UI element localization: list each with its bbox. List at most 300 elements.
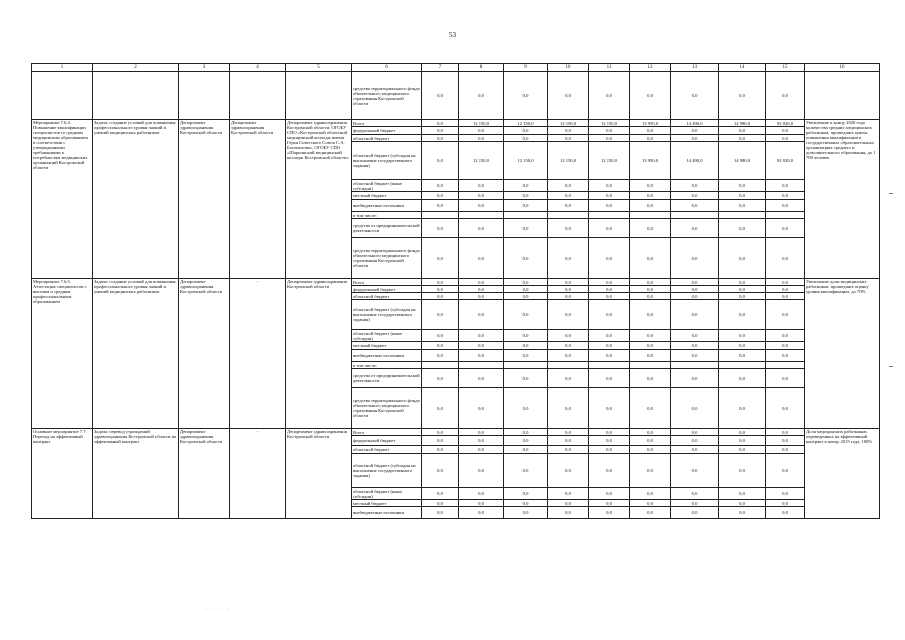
- amount-cell: 0,0: [719, 369, 766, 388]
- amount-cell: 0,0: [504, 293, 548, 300]
- measure-coexecutor: -: [230, 429, 286, 519]
- amount-cell: 0,0: [589, 507, 630, 519]
- amount-cell: 0,0: [671, 350, 719, 362]
- amount-cell: 0,0: [719, 219, 766, 238]
- amount-cell: 0,0: [504, 286, 548, 293]
- amount-cell: 0,0: [589, 436, 630, 446]
- amount-cell: 0,0: [422, 286, 459, 293]
- header-cell: 14: [719, 64, 766, 72]
- amount-cell: 0,0: [548, 200, 589, 212]
- amount-cell: 0,0: [766, 488, 805, 500]
- funding-source: федеральный бюджет: [352, 286, 422, 293]
- amount-cell: 0,0: [548, 388, 589, 429]
- amount-cell: 0,0: [719, 192, 766, 200]
- measure-participant: Департамент здравоохранения Костромской области: [286, 429, 352, 519]
- amount-cell: 0,0: [422, 388, 459, 429]
- measure-participant: Департамент здравоохранения Костромской области: [286, 279, 352, 429]
- measure-result: Увеличение доли медицинских работников, прошедших оценку уровня квалификации, до 70%: [805, 279, 880, 429]
- amount-cell: [548, 212, 589, 219]
- header-cell: 7: [422, 64, 459, 72]
- header-cell: 13: [671, 64, 719, 72]
- amount-cell: 12 150,0: [589, 120, 630, 127]
- amount-cell: [766, 362, 805, 369]
- amount-cell: 0,0: [630, 436, 671, 446]
- amount-cell: 0,0: [719, 293, 766, 300]
- amount-cell: 0,0: [422, 127, 459, 135]
- amount-cell: 0,0: [589, 500, 630, 507]
- header-cell: 12: [630, 64, 671, 72]
- amount-cell: 0,0: [504, 388, 548, 429]
- funding-source: в том числе:: [352, 212, 422, 219]
- amount-cell: 0,0: [504, 446, 548, 454]
- amount-cell: [504, 362, 548, 369]
- amount-cell: 0,0: [459, 300, 504, 330]
- amount-cell: 0,0: [630, 180, 671, 192]
- amount-cell: 0,0: [504, 342, 548, 350]
- amount-cell: 0,0: [548, 180, 589, 192]
- amount-cell: 0,0: [719, 342, 766, 350]
- amount-cell: 0,0: [548, 238, 589, 279]
- amount-cell: 0,0: [422, 300, 459, 330]
- measure-result: Увеличение к концу 2020 года количества средних медицинских работников, прошедших циклы повышения квалификации в государственных образовательных организациях среднего и дополнительного образования, до 1 700 человек: [805, 120, 880, 279]
- amount-cell: 0,0: [671, 388, 719, 429]
- table-row: [32, 429, 880, 436]
- measure-task: Задача: создание условий для повышения профессионального уровня знаний и умений медицинских работников: [93, 120, 179, 279]
- amount-cell: 0,0: [630, 238, 671, 279]
- amount-cell: 0,0: [630, 330, 671, 342]
- measure-coexecutor: Департамент здравоохранения Костромской области: [230, 120, 286, 279]
- amount-cell: 0,0: [548, 286, 589, 293]
- funding-source: областной бюджет (иные субсидии): [352, 488, 422, 500]
- amount-cell: 0,0: [459, 238, 504, 279]
- funding-source: областной бюджет (иные субсидии): [352, 180, 422, 192]
- amount-cell: 12 150,0: [459, 120, 504, 127]
- measure-name: Мероприятие 7.6.5. Аттестация специалистов с высшим и средним профессиональным образованием: [32, 279, 93, 429]
- amount-cell: [630, 362, 671, 369]
- amount-cell: 0,0: [504, 127, 548, 135]
- amount-cell: 0,0: [548, 350, 589, 362]
- amount-cell: [719, 212, 766, 219]
- header-cell: 5: [286, 64, 352, 72]
- amount-cell: 0,0: [589, 454, 630, 488]
- amount-cell: 0,0: [671, 200, 719, 212]
- amount-cell: [422, 212, 459, 219]
- amount-cell: 0,0: [719, 350, 766, 362]
- amount-cell: 0,0: [504, 192, 548, 200]
- funding-source: областной бюджет (субсидия на выполнение государственного задания): [352, 142, 422, 180]
- funding-source: средства территориального фонда обязательного медицинского страхования Костромской области: [352, 72, 422, 120]
- funding-source: областной бюджет: [352, 135, 422, 142]
- amount-cell: 0,0: [671, 127, 719, 135]
- amount-cell: 0,0: [422, 454, 459, 488]
- amount-cell: 0,0: [459, 192, 504, 200]
- continuation-cell: [179, 72, 230, 120]
- amount-cell: 0,0: [671, 293, 719, 300]
- amount-cell: 12 150,0: [459, 142, 504, 180]
- amount-cell: [719, 362, 766, 369]
- amount-cell: [630, 212, 671, 219]
- amount-cell: 0,0: [719, 279, 766, 286]
- amount-cell: 12 150,0: [548, 142, 589, 180]
- amount-cell: 0,0: [589, 446, 630, 454]
- amount-cell: 0,0: [766, 429, 805, 436]
- amount-cell: 0,0: [589, 279, 630, 286]
- amount-cell: 0,0: [504, 219, 548, 238]
- amount-cell: 0,0: [459, 500, 504, 507]
- amount-cell: 0,0: [589, 219, 630, 238]
- table-body: [32, 64, 880, 519]
- amount-cell: 0,0: [719, 127, 766, 135]
- measure-task: Задача: создание условий для повышения профессионального уровня знаний и умений медицинских работников: [93, 279, 179, 429]
- table-row: [32, 279, 880, 286]
- amount-cell: 0,0: [630, 200, 671, 212]
- amount-cell: 14 490,0: [671, 120, 719, 127]
- table-row: [32, 120, 880, 127]
- amount-cell: 0,0: [548, 219, 589, 238]
- amount-cell: 0,0: [630, 488, 671, 500]
- amount-cell: 13 950,0: [630, 120, 671, 127]
- amount-cell: 0,0: [504, 200, 548, 212]
- header-cell: 6: [352, 64, 422, 72]
- funding-source: Всего: [352, 429, 422, 436]
- amount-cell: 12 150,0: [548, 120, 589, 127]
- amount-cell: 0,0: [630, 286, 671, 293]
- amount-cell: 0,0: [548, 342, 589, 350]
- continuation-cell: [805, 72, 880, 120]
- amount-cell: 0,0: [459, 388, 504, 429]
- amount-cell: 0,0: [671, 500, 719, 507]
- amount-cell: 0,0: [766, 342, 805, 350]
- amount-cell: 0,0: [548, 369, 589, 388]
- header-cell: 9: [504, 64, 548, 72]
- amount-cell: 0,0: [422, 72, 459, 120]
- funding-source: средства территориального фонда обязательного медицинского страхования Костромской области: [352, 388, 422, 429]
- amount-cell: 0,0: [671, 135, 719, 142]
- amount-cell: 0,0: [504, 369, 548, 388]
- amount-cell: 0,0: [671, 330, 719, 342]
- amount-cell: 0,0: [671, 72, 719, 120]
- amount-cell: 0,0: [459, 200, 504, 212]
- amount-cell: 0,0: [630, 192, 671, 200]
- amount-cell: 0,0: [422, 135, 459, 142]
- amount-cell: 0,0: [422, 369, 459, 388]
- amount-cell: 92 020,0: [766, 142, 805, 180]
- amount-cell: 0,0: [589, 180, 630, 192]
- amount-cell: 14 490,0: [671, 142, 719, 180]
- amount-cell: [671, 212, 719, 219]
- amount-cell: 0,0: [504, 436, 548, 446]
- amount-cell: 12 150,0: [504, 120, 548, 127]
- amount-cell: [504, 212, 548, 219]
- amount-cell: 0,0: [719, 446, 766, 454]
- amount-cell: 0,0: [548, 436, 589, 446]
- amount-cell: 0,0: [766, 446, 805, 454]
- amount-cell: 0,0: [630, 300, 671, 330]
- amount-cell: 0,0: [766, 200, 805, 212]
- amount-cell: 0,0: [671, 369, 719, 388]
- amount-cell: 0,0: [766, 330, 805, 342]
- amount-cell: 0,0: [766, 300, 805, 330]
- amount-cell: 14 980,0: [719, 120, 766, 127]
- amount-cell: 0,0: [671, 429, 719, 436]
- continuation-cell: [230, 72, 286, 120]
- header-cell: 8: [459, 64, 504, 72]
- amount-cell: 0,0: [589, 369, 630, 388]
- amount-cell: [422, 362, 459, 369]
- amount-cell: 0,0: [671, 219, 719, 238]
- funding-source: средства от предпринимательской деятельности: [352, 369, 422, 388]
- amount-cell: [459, 362, 504, 369]
- funding-source: федеральный бюджет: [352, 127, 422, 135]
- amount-cell: 0,0: [459, 369, 504, 388]
- amount-cell: 0,0: [719, 72, 766, 120]
- amount-cell: 0,0: [630, 135, 671, 142]
- amount-cell: 0,0: [422, 279, 459, 286]
- amount-cell: [671, 362, 719, 369]
- funding-source: местный бюджет: [352, 500, 422, 507]
- amount-cell: 0,0: [719, 436, 766, 446]
- amount-cell: 0,0: [589, 388, 630, 429]
- header-cell: 11: [589, 64, 630, 72]
- amount-cell: 0,0: [422, 507, 459, 519]
- header-cell: 10: [548, 64, 589, 72]
- measure-executor: Департамент здравоохранения Костромской области: [179, 429, 230, 519]
- amount-cell: 0,0: [671, 436, 719, 446]
- amount-cell: 0,0: [766, 286, 805, 293]
- amount-cell: 0,0: [719, 429, 766, 436]
- budget-table: [31, 63, 880, 519]
- amount-cell: 0,0: [630, 388, 671, 429]
- amount-cell: 0,0: [459, 446, 504, 454]
- amount-cell: 0,0: [459, 429, 504, 436]
- amount-cell: 0,0: [422, 142, 459, 180]
- amount-cell: 0,0: [630, 72, 671, 120]
- funding-source: областной бюджет (иные субсидии): [352, 330, 422, 342]
- amount-cell: [548, 362, 589, 369]
- amount-cell: 0,0: [422, 219, 459, 238]
- amount-cell: 0,0: [589, 238, 630, 279]
- amount-cell: 14 980,0: [719, 142, 766, 180]
- scan-artifact: · · · ·: [205, 606, 232, 612]
- amount-cell: 0,0: [630, 429, 671, 436]
- funding-source: Всего: [352, 279, 422, 286]
- amount-cell: 0,0: [589, 286, 630, 293]
- measure-name: Мероприятие 7.6.4. Повышение квалификации специалистов со средним медицинским образованием в соответствии с утвержденными требованиями к потребностям медицинских организаций Костромской области: [32, 120, 93, 279]
- amount-cell: [766, 212, 805, 219]
- amount-cell: 0,0: [548, 330, 589, 342]
- amount-cell: 0,0: [766, 135, 805, 142]
- amount-cell: 0,0: [459, 454, 504, 488]
- funding-source: средства территориального фонда обязательного медицинского страхования Костромской области: [352, 238, 422, 279]
- amount-cell: 0,0: [719, 500, 766, 507]
- amount-cell: 0,0: [504, 500, 548, 507]
- amount-cell: 0,0: [459, 342, 504, 350]
- amount-cell: 0,0: [422, 330, 459, 342]
- amount-cell: 12 150,0: [504, 142, 548, 180]
- amount-cell: 0,0: [671, 488, 719, 500]
- amount-cell: 0,0: [548, 279, 589, 286]
- amount-cell: 0,0: [589, 330, 630, 342]
- funding-source: местный бюджет: [352, 342, 422, 350]
- amount-cell: 0,0: [671, 238, 719, 279]
- amount-cell: 0,0: [422, 500, 459, 507]
- scan-edge-mark: [889, 193, 893, 194]
- amount-cell: 0,0: [630, 279, 671, 286]
- amount-cell: 0,0: [422, 350, 459, 362]
- amount-cell: 0,0: [548, 507, 589, 519]
- amount-cell: 0,0: [422, 192, 459, 200]
- amount-cell: 0,0: [589, 135, 630, 142]
- amount-cell: 0,0: [422, 200, 459, 212]
- amount-cell: 0,0: [719, 286, 766, 293]
- amount-cell: 0,0: [459, 488, 504, 500]
- amount-cell: 92 020,0: [766, 120, 805, 127]
- amount-cell: 0,0: [504, 429, 548, 436]
- amount-cell: 0,0: [548, 192, 589, 200]
- amount-cell: 0,0: [719, 300, 766, 330]
- amount-cell: 0,0: [504, 238, 548, 279]
- amount-cell: 0,0: [548, 454, 589, 488]
- amount-cell: 0,0: [719, 135, 766, 142]
- amount-cell: 0,0: [459, 279, 504, 286]
- amount-cell: 0,0: [459, 180, 504, 192]
- amount-cell: 0,0: [630, 342, 671, 350]
- amount-cell: [459, 212, 504, 219]
- amount-cell: 0,0: [589, 200, 630, 212]
- amount-cell: 0,0: [504, 135, 548, 142]
- amount-cell: 0,0: [630, 350, 671, 362]
- amount-cell: 0,0: [589, 192, 630, 200]
- amount-cell: 0,0: [719, 488, 766, 500]
- amount-cell: 0,0: [422, 180, 459, 192]
- funding-source: федеральный бюджет: [352, 436, 422, 446]
- amount-cell: 0,0: [671, 279, 719, 286]
- header-cell: 1: [32, 64, 93, 72]
- amount-cell: 0,0: [422, 293, 459, 300]
- amount-cell: 0,0: [459, 219, 504, 238]
- continuation-cell: [286, 72, 352, 120]
- amount-cell: 0,0: [548, 300, 589, 330]
- amount-cell: 0,0: [422, 446, 459, 454]
- amount-cell: 0,0: [422, 342, 459, 350]
- amount-cell: 0,0: [589, 127, 630, 135]
- amount-cell: 0,0: [422, 429, 459, 436]
- amount-cell: 0,0: [548, 446, 589, 454]
- amount-cell: 0,0: [719, 238, 766, 279]
- funding-source: внебюджетные источники: [352, 507, 422, 519]
- amount-cell: 0,0: [766, 238, 805, 279]
- measure-name: Основное мероприятие 7.7. Переход на эффективный контракт: [32, 429, 93, 519]
- amount-cell: 0,0: [422, 238, 459, 279]
- amount-cell: 0,0: [548, 72, 589, 120]
- funding-source: областной бюджет: [352, 446, 422, 454]
- budget-table-sheet: [31, 63, 879, 519]
- amount-cell: 0,0: [719, 180, 766, 192]
- amount-cell: 0,0: [671, 300, 719, 330]
- header-cell: 3: [179, 64, 230, 72]
- measure-result: Доля медицинских работников, переведенных на эффективный контракт к концу 2015 года, 100%: [805, 429, 880, 519]
- amount-cell: 0,0: [422, 488, 459, 500]
- amount-cell: 0,0: [719, 454, 766, 488]
- amount-cell: 0,0: [671, 286, 719, 293]
- funding-source: областной бюджет: [352, 293, 422, 300]
- amount-cell: 0,0: [589, 350, 630, 362]
- amount-cell: 0,0: [459, 286, 504, 293]
- amount-cell: 0,0: [630, 293, 671, 300]
- funding-source: средства от предпринимательской деятельности: [352, 219, 422, 238]
- table-row: [32, 72, 880, 120]
- amount-cell: 0,0: [766, 293, 805, 300]
- amount-cell: 0,0: [671, 342, 719, 350]
- amount-cell: 13 950,0: [630, 142, 671, 180]
- header-cell: 16: [805, 64, 880, 72]
- funding-source: в том числе:: [352, 362, 422, 369]
- amount-cell: 0,0: [504, 300, 548, 330]
- amount-cell: 0,0: [459, 293, 504, 300]
- amount-cell: 0,0: [671, 507, 719, 519]
- header-cell: 4: [230, 64, 286, 72]
- amount-cell: 0,0: [766, 507, 805, 519]
- amount-cell: 0,0: [504, 72, 548, 120]
- funding-source: Всего: [352, 120, 422, 127]
- amount-cell: 0,0: [459, 350, 504, 362]
- header-row: [32, 64, 880, 72]
- amount-cell: 0,0: [504, 330, 548, 342]
- measure-task: Задача: перевод учреждений здравоохранения Костромской области на эффективный контракт: [93, 429, 179, 519]
- amount-cell: 0,0: [630, 446, 671, 454]
- amount-cell: 0,0: [671, 192, 719, 200]
- amount-cell: 0,0: [589, 488, 630, 500]
- amount-cell: 0,0: [719, 330, 766, 342]
- amount-cell: 0,0: [459, 507, 504, 519]
- amount-cell: 0,0: [766, 436, 805, 446]
- amount-cell: 0,0: [630, 369, 671, 388]
- amount-cell: 0,0: [589, 429, 630, 436]
- amount-cell: 0,0: [719, 388, 766, 429]
- amount-cell: 0,0: [504, 180, 548, 192]
- amount-cell: 12 150,0: [589, 142, 630, 180]
- amount-cell: 0,0: [630, 454, 671, 488]
- amount-cell: 0,0: [504, 350, 548, 362]
- funding-source: областной бюджет (субсидия на выполнение государственного задания): [352, 300, 422, 330]
- amount-cell: 0,0: [766, 72, 805, 120]
- amount-cell: 0,0: [589, 300, 630, 330]
- header-cell: 15: [766, 64, 805, 72]
- amount-cell: 0,0: [459, 135, 504, 142]
- continuation-cell: [93, 72, 179, 120]
- amount-cell: 0,0: [719, 507, 766, 519]
- amount-cell: 0,0: [548, 500, 589, 507]
- amount-cell: [589, 212, 630, 219]
- amount-cell: 0,0: [459, 127, 504, 135]
- page-number: 53: [449, 31, 456, 39]
- amount-cell: 0,0: [504, 507, 548, 519]
- amount-cell: 0,0: [589, 342, 630, 350]
- amount-cell: 0,0: [548, 429, 589, 436]
- amount-cell: 0,0: [766, 219, 805, 238]
- amount-cell: 0,0: [548, 135, 589, 142]
- amount-cell: 0,0: [504, 488, 548, 500]
- amount-cell: 0,0: [459, 436, 504, 446]
- amount-cell: 0,0: [422, 436, 459, 446]
- amount-cell: 0,0: [459, 330, 504, 342]
- amount-cell: 0,0: [548, 127, 589, 135]
- amount-cell: 0,0: [766, 279, 805, 286]
- amount-cell: 0,0: [766, 454, 805, 488]
- amount-cell: 0,0: [719, 200, 766, 212]
- funding-source: внебюджетные источники: [352, 350, 422, 362]
- amount-cell: 0,0: [766, 500, 805, 507]
